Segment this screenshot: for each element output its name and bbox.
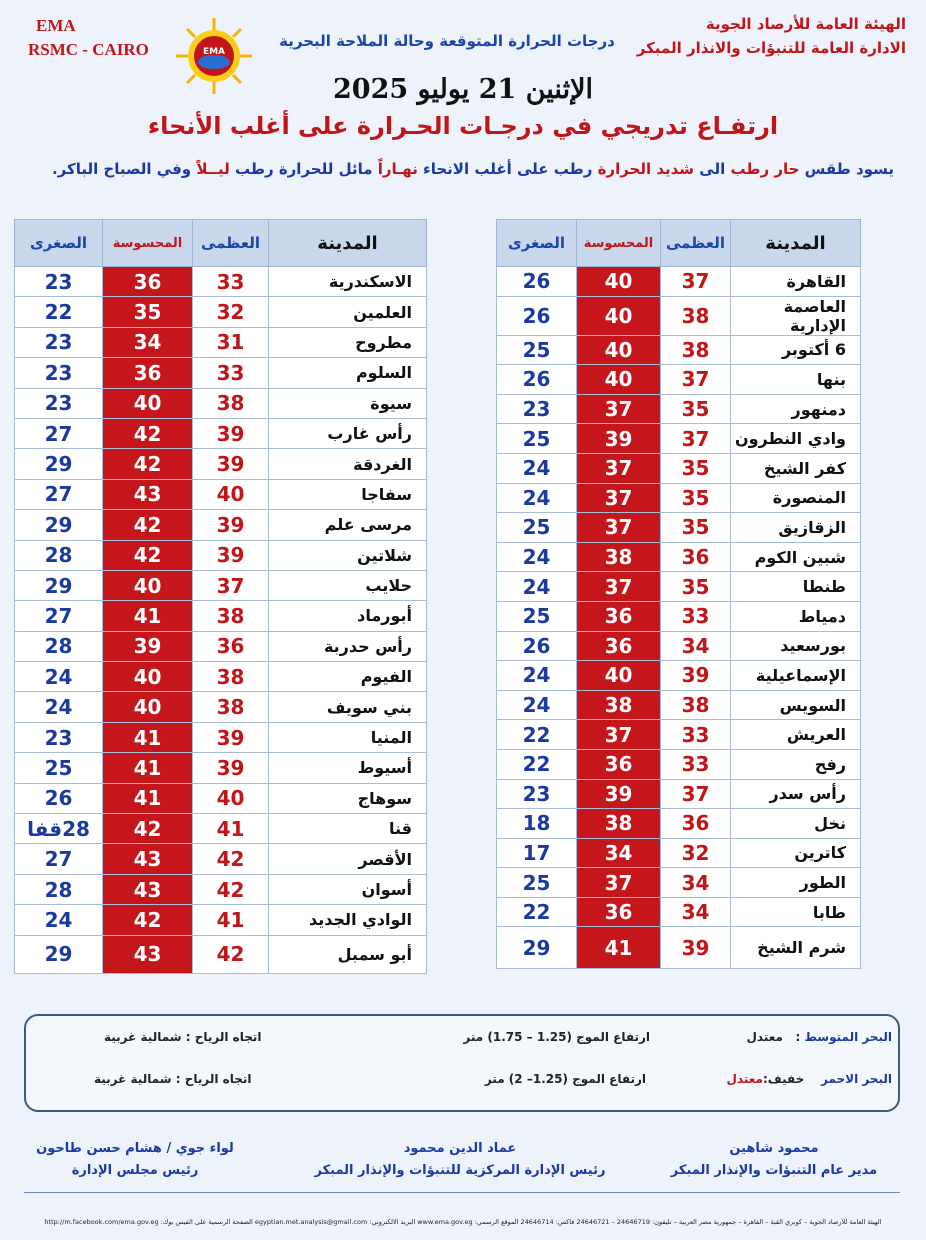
signature-chairman	[20, 1138, 250, 1182]
feels-like-cell: 39	[577, 424, 661, 454]
table-row	[15, 844, 427, 874]
max-temp-cell: 38	[193, 388, 269, 418]
city-cell: الوادي الجديد	[269, 905, 427, 935]
table-row	[497, 513, 861, 543]
feels-like-cell: 40	[577, 661, 661, 691]
city-cell: الفيوم	[269, 662, 427, 692]
city-cell: بورسعيد	[731, 631, 861, 661]
max-temp-cell: 32	[193, 297, 269, 327]
city-cell: المنصورة	[731, 483, 861, 513]
max-temp-cell: 34	[661, 897, 731, 927]
feels-like-cell: 41	[103, 722, 193, 752]
signature-name: عماد الدين محمود	[403, 1141, 517, 1156]
table-row	[497, 631, 861, 661]
min-temp-cell: 25	[15, 753, 103, 783]
red-sea-state-a: خفيف:	[762, 1072, 805, 1086]
max-temp-cell: 37	[193, 570, 269, 600]
table-row	[497, 296, 861, 335]
max-temp-cell: 34	[661, 868, 731, 898]
weather-description	[20, 160, 894, 178]
header-max: العظمى	[661, 220, 731, 267]
desc-part: يسود طقس	[799, 160, 894, 178]
logo-text: EMA	[202, 47, 226, 57]
table-row	[15, 358, 427, 388]
max-temp-cell: 33	[661, 720, 731, 750]
max-temp-cell: 36	[661, 809, 731, 839]
table-row	[497, 897, 861, 927]
city-cell: كاترين	[731, 838, 861, 868]
max-temp-cell: 42	[193, 874, 269, 904]
red-sea-row	[727, 1072, 892, 1086]
table-row	[15, 783, 427, 813]
header-min: الصغرى	[15, 220, 103, 267]
max-temp-cell: 33	[193, 358, 269, 388]
max-temp-cell: 35	[661, 513, 731, 543]
feels-like-cell: 40	[577, 267, 661, 297]
feels-like-cell: 38	[577, 690, 661, 720]
min-temp-cell: 23	[15, 327, 103, 357]
min-temp-cell: 24	[497, 661, 577, 691]
max-temp-cell: 38	[193, 601, 269, 631]
feels-like-cell: 36	[103, 358, 193, 388]
max-temp-cell: 35	[661, 394, 731, 424]
city-cell: أبو سمبل	[269, 935, 427, 973]
table-row	[15, 540, 427, 570]
city-cell: دمنهور	[731, 394, 861, 424]
table-row	[15, 297, 427, 327]
table-row	[497, 542, 861, 572]
temperature-table-right	[496, 219, 861, 969]
min-temp-cell: 24	[497, 542, 577, 572]
desc-part: الى	[694, 160, 731, 178]
max-temp-cell: 42	[193, 844, 269, 874]
table-row	[497, 365, 861, 395]
city-cell: رأس حدربة	[269, 631, 427, 661]
table-row	[15, 327, 427, 357]
max-temp-cell: 35	[661, 483, 731, 513]
city-cell: 6 أكتوبر	[731, 335, 861, 365]
table-row	[497, 394, 861, 424]
city-cell: بنها	[731, 365, 861, 395]
feels-like-cell: 42	[103, 905, 193, 935]
city-cell: القاهرة	[731, 267, 861, 297]
min-temp-cell: 29	[15, 570, 103, 600]
max-temp-cell: 39	[193, 510, 269, 540]
desc-part: حار رطب	[730, 160, 800, 178]
min-temp-cell: 26	[497, 365, 577, 395]
min-temp-cell: 24	[15, 905, 103, 935]
city-cell: دمياط	[731, 601, 861, 631]
med-sea-state: معتدل	[746, 1030, 783, 1044]
max-temp-cell: 38	[661, 335, 731, 365]
min-temp-cell: 29	[497, 927, 577, 969]
signature-title: مدير عام التنبؤات والإنذار المبكر	[670, 1163, 878, 1178]
table-row	[497, 838, 861, 868]
header-min: الصغرى	[497, 220, 577, 267]
report-subtitle: درجات الحرارة المتوقعة وحالة الملاحة البحرية	[279, 32, 615, 50]
min-temp-cell: 17	[497, 838, 577, 868]
org-department: الادارة العامة للتنبؤات والانذار المبكر	[636, 39, 906, 57]
feels-like-cell: 36	[577, 897, 661, 927]
feels-like-cell: 37	[577, 483, 661, 513]
min-temp-cell: 26	[497, 296, 577, 335]
table-row	[15, 570, 427, 600]
feels-like-cell: 40	[577, 335, 661, 365]
ema-label	[28, 14, 188, 62]
med-sea-wind: اتجاه الرياح : شمالية غربية	[104, 1030, 262, 1044]
feels-like-cell: 42	[103, 418, 193, 448]
desc-part: شديد الحرارة	[597, 160, 695, 178]
feels-like-cell: 37	[577, 572, 661, 602]
organization-header	[586, 12, 906, 60]
min-temp-cell: 25	[497, 513, 577, 543]
city-cell: الاسكندرية	[269, 267, 427, 297]
feels-like-cell: 43	[103, 874, 193, 904]
city-cell: شلاتين	[269, 540, 427, 570]
city-cell: العلمين	[269, 297, 427, 327]
min-temp-cell: 22	[497, 749, 577, 779]
header-city: المدينة	[269, 220, 427, 267]
min-temp-cell: 22	[497, 897, 577, 927]
feels-like-cell: 40	[577, 296, 661, 335]
table-row	[497, 720, 861, 750]
ema-text: EMA	[36, 16, 76, 35]
city-cell: الأقصر	[269, 844, 427, 874]
max-temp-cell: 32	[661, 838, 731, 868]
min-temp-cell: 26	[15, 783, 103, 813]
city-cell: الغردقة	[269, 449, 427, 479]
footer-divider	[24, 1192, 900, 1193]
min-temp-cell: 28	[15, 631, 103, 661]
feels-like-cell: 37	[577, 394, 661, 424]
feels-like-cell: 43	[103, 844, 193, 874]
feels-like-cell: 42	[103, 814, 193, 844]
table-row	[15, 388, 427, 418]
desc-part: نهـاراً	[377, 160, 418, 178]
feels-like-cell: 39	[577, 779, 661, 809]
city-cell: أسيوط	[269, 753, 427, 783]
city-cell: مرسى علم	[269, 510, 427, 540]
feels-like-cell: 40	[103, 570, 193, 600]
table-row	[497, 424, 861, 454]
max-temp-cell: 39	[193, 722, 269, 752]
city-cell: بني سويف	[269, 692, 427, 722]
max-temp-cell: 38	[661, 296, 731, 335]
table-row	[15, 631, 427, 661]
desc-part: رطب على أغلب الانحاء	[417, 160, 598, 178]
city-cell: شرم الشيخ	[731, 927, 861, 969]
min-temp-cell: 28	[15, 874, 103, 904]
signature-title: رئيس مجلس الإدارة	[71, 1163, 199, 1178]
city-cell: أسوان	[269, 874, 427, 904]
feels-like-cell: 42	[103, 510, 193, 540]
min-temp-cell: 27	[15, 479, 103, 509]
feels-like-cell: 43	[103, 479, 193, 509]
min-temp-cell: 25	[497, 868, 577, 898]
max-temp-cell: 37	[661, 267, 731, 297]
desc-part: ليــلاً	[196, 160, 230, 178]
table-row	[15, 601, 427, 631]
table-row	[497, 601, 861, 631]
med-sea-wave: ارتفاع الموج (1.25 – 1.75) متر	[463, 1030, 650, 1044]
feels-like-cell: 43	[103, 935, 193, 973]
max-temp-cell: 41	[193, 814, 269, 844]
report-date: الإثنين 21 يوليو 2025	[333, 74, 593, 105]
max-temp-cell: 33	[193, 267, 269, 297]
max-temp-cell: 40	[193, 479, 269, 509]
signature-central-director	[300, 1138, 620, 1182]
table-row	[497, 267, 861, 297]
feels-like-cell: 35	[103, 297, 193, 327]
feels-like-cell: 39	[103, 631, 193, 661]
table-row	[15, 662, 427, 692]
city-cell: المنيا	[269, 722, 427, 752]
max-temp-cell: 36	[661, 542, 731, 572]
city-cell: نخل	[731, 809, 861, 839]
min-temp-cell: 23	[15, 388, 103, 418]
footer-contact: الهيئة العامة للأرصاد الجوية – كوبري القبة – القاهرة – جمهورية مصر العربية – تليفون: 24646719 – 24646721 فاكس: 24646714 الموقع الرسمي: www.ema.gov.eg البريد الالكتروني: egyptian.met.analysis@gmail.com الصفحة الرسمية على الفيس بوك: http://m.facebook.com/ema.gov.eg	[44, 1218, 882, 1226]
max-temp-cell: 37	[661, 779, 731, 809]
max-temp-cell: 41	[193, 905, 269, 935]
table-row	[497, 809, 861, 839]
city-cell: رأس سدر	[731, 779, 861, 809]
city-cell: قنا	[269, 814, 427, 844]
max-temp-cell: 34	[661, 631, 731, 661]
signature-name: محمود شاهين	[729, 1141, 819, 1156]
min-temp-cell: 26	[497, 631, 577, 661]
temperature-table-left	[14, 219, 427, 974]
feels-like-cell: 37	[577, 720, 661, 750]
city-cell: رأس غارب	[269, 418, 427, 448]
table-row	[15, 753, 427, 783]
header-city: المدينة	[731, 220, 861, 267]
city-cell: حلايب	[269, 570, 427, 600]
city-cell: سيوة	[269, 388, 427, 418]
city-cell: سفاجا	[269, 479, 427, 509]
min-temp-cell: 29	[15, 510, 103, 540]
feels-like-cell: 40	[577, 365, 661, 395]
header-feels: المحسوسة	[103, 220, 193, 267]
min-temp-cell: 23	[497, 394, 577, 424]
max-temp-cell: 38	[193, 662, 269, 692]
min-temp-cell: 29	[15, 935, 103, 973]
city-cell: الزقازيق	[731, 513, 861, 543]
red-sea-wind: اتجاه الرياح : شمالية غربية	[94, 1072, 252, 1086]
max-temp-cell: 35	[661, 572, 731, 602]
feels-like-cell: 40	[103, 662, 193, 692]
max-temp-cell: 39	[661, 661, 731, 691]
max-temp-cell: 42	[193, 935, 269, 973]
max-temp-cell: 36	[193, 631, 269, 661]
max-temp-cell: 39	[193, 449, 269, 479]
city-cell: وادي النطرون	[731, 424, 861, 454]
header-max: العظمى	[193, 220, 269, 267]
red-sea-state-b: معتدل	[726, 1072, 763, 1086]
city-cell: أبورماد	[269, 601, 427, 631]
table-row	[15, 814, 427, 844]
feels-like-cell: 34	[577, 838, 661, 868]
feels-like-cell: 37	[577, 513, 661, 543]
max-temp-cell: 39	[193, 753, 269, 783]
table-row	[15, 874, 427, 904]
city-cell: سوهاج	[269, 783, 427, 813]
min-temp-cell: 24	[497, 690, 577, 720]
city-cell: طنطا	[731, 572, 861, 602]
feels-like-cell: 38	[577, 542, 661, 572]
max-temp-cell: 33	[661, 749, 731, 779]
table-row	[497, 690, 861, 720]
max-temp-cell: 39	[193, 418, 269, 448]
max-temp-cell: 38	[661, 690, 731, 720]
table-row	[15, 722, 427, 752]
min-temp-cell: 25	[497, 424, 577, 454]
max-temp-cell: 33	[661, 601, 731, 631]
feels-like-cell: 36	[577, 631, 661, 661]
min-temp-cell: 27	[15, 844, 103, 874]
city-cell: رفح	[731, 749, 861, 779]
table-row	[15, 692, 427, 722]
sea-status-panel	[24, 1014, 900, 1112]
min-temp-cell: 24	[497, 483, 577, 513]
feels-like-cell: 37	[577, 868, 661, 898]
feels-like-cell: 34	[103, 327, 193, 357]
rsmc-text: RSMC - CAIRO	[28, 40, 149, 59]
feels-like-cell: 37	[577, 453, 661, 483]
table-row	[497, 453, 861, 483]
min-temp-cell: 22	[497, 720, 577, 750]
signature-forecast-director	[654, 1138, 894, 1182]
min-temp-cell: 18	[497, 809, 577, 839]
min-temp-cell: 29	[15, 449, 103, 479]
table-row	[497, 749, 861, 779]
city-cell: السلوم	[269, 358, 427, 388]
red-sea-label: البحر الاحمر	[820, 1072, 892, 1086]
headline: ارتفـاع تدريجي في درجـات الحـرارة على أغلب الأنحاء	[147, 112, 779, 140]
table-row	[15, 479, 427, 509]
med-sea-row: البحر المتوسط : معتدل	[746, 1030, 892, 1044]
feels-like-cell: 41	[577, 927, 661, 969]
min-temp-cell: 28قفا	[15, 814, 103, 844]
min-temp-cell: 25	[497, 601, 577, 631]
min-temp-cell: 22	[15, 297, 103, 327]
city-cell: الطور	[731, 868, 861, 898]
feels-like-cell: 40	[103, 388, 193, 418]
table-row	[497, 335, 861, 365]
table-row	[497, 572, 861, 602]
min-temp-cell: 23	[15, 358, 103, 388]
max-temp-cell: 40	[193, 783, 269, 813]
feels-like-cell: 36	[577, 749, 661, 779]
table-row	[497, 868, 861, 898]
city-cell: شبين الكوم	[731, 542, 861, 572]
max-temp-cell: 38	[193, 692, 269, 722]
table-row	[497, 779, 861, 809]
table-row	[15, 905, 427, 935]
signature-name: لواء جوي / هشام حسن طاحون	[36, 1141, 234, 1156]
min-temp-cell: 27	[15, 601, 103, 631]
table-row	[497, 927, 861, 969]
table-row	[15, 935, 427, 973]
max-temp-cell: 39	[193, 540, 269, 570]
table-row	[15, 418, 427, 448]
min-temp-cell: 23	[15, 722, 103, 752]
min-temp-cell: 24	[497, 572, 577, 602]
red-sea-wave: ارتفاع الموج (1.25– 2) متر	[484, 1072, 646, 1086]
feels-like-cell: 41	[103, 601, 193, 631]
table-row	[15, 449, 427, 479]
desc-part: وفي الصباح الباكر.	[51, 160, 197, 178]
city-cell: العريش	[731, 720, 861, 750]
city-cell: كفر الشيخ	[731, 453, 861, 483]
feels-like-cell: 42	[103, 540, 193, 570]
feels-like-cell: 40	[103, 692, 193, 722]
min-temp-cell: 24	[15, 662, 103, 692]
max-temp-cell: 31	[193, 327, 269, 357]
min-temp-cell: 24	[15, 692, 103, 722]
feels-like-cell: 38	[577, 809, 661, 839]
feels-like-cell: 41	[103, 753, 193, 783]
min-temp-cell: 24	[497, 453, 577, 483]
max-temp-cell: 35	[661, 453, 731, 483]
city-cell: العاصمة الإدارية	[731, 296, 861, 335]
min-temp-cell: 27	[15, 418, 103, 448]
med-sea-label: البحر المتوسط	[804, 1030, 892, 1044]
table-row	[15, 267, 427, 297]
min-temp-cell: 25	[497, 335, 577, 365]
city-cell: السويس	[731, 690, 861, 720]
max-temp-cell: 37	[661, 365, 731, 395]
table-row	[497, 661, 861, 691]
min-temp-cell: 26	[497, 267, 577, 297]
city-cell: مطروح	[269, 327, 427, 357]
city-cell: طابا	[731, 897, 861, 927]
max-temp-cell: 39	[661, 927, 731, 969]
min-temp-cell: 23	[497, 779, 577, 809]
feels-like-cell: 42	[103, 449, 193, 479]
header-feels: المحسوسة	[577, 220, 661, 267]
table-row	[497, 483, 861, 513]
org-name: الهيئة العامة للأرصاد الجوية	[705, 15, 906, 33]
city-cell: الإسماعيلية	[731, 661, 861, 691]
feels-like-cell: 36	[103, 267, 193, 297]
feels-like-cell: 36	[577, 601, 661, 631]
feels-like-cell: 41	[103, 783, 193, 813]
max-temp-cell: 37	[661, 424, 731, 454]
signature-title: رئيس الإدارة المركزية للتنبؤات والإنذار المبكر	[314, 1163, 606, 1178]
desc-part: مائل للحرارة رطب	[229, 160, 378, 178]
min-temp-cell: 28	[15, 540, 103, 570]
table-row	[15, 510, 427, 540]
min-temp-cell: 23	[15, 267, 103, 297]
